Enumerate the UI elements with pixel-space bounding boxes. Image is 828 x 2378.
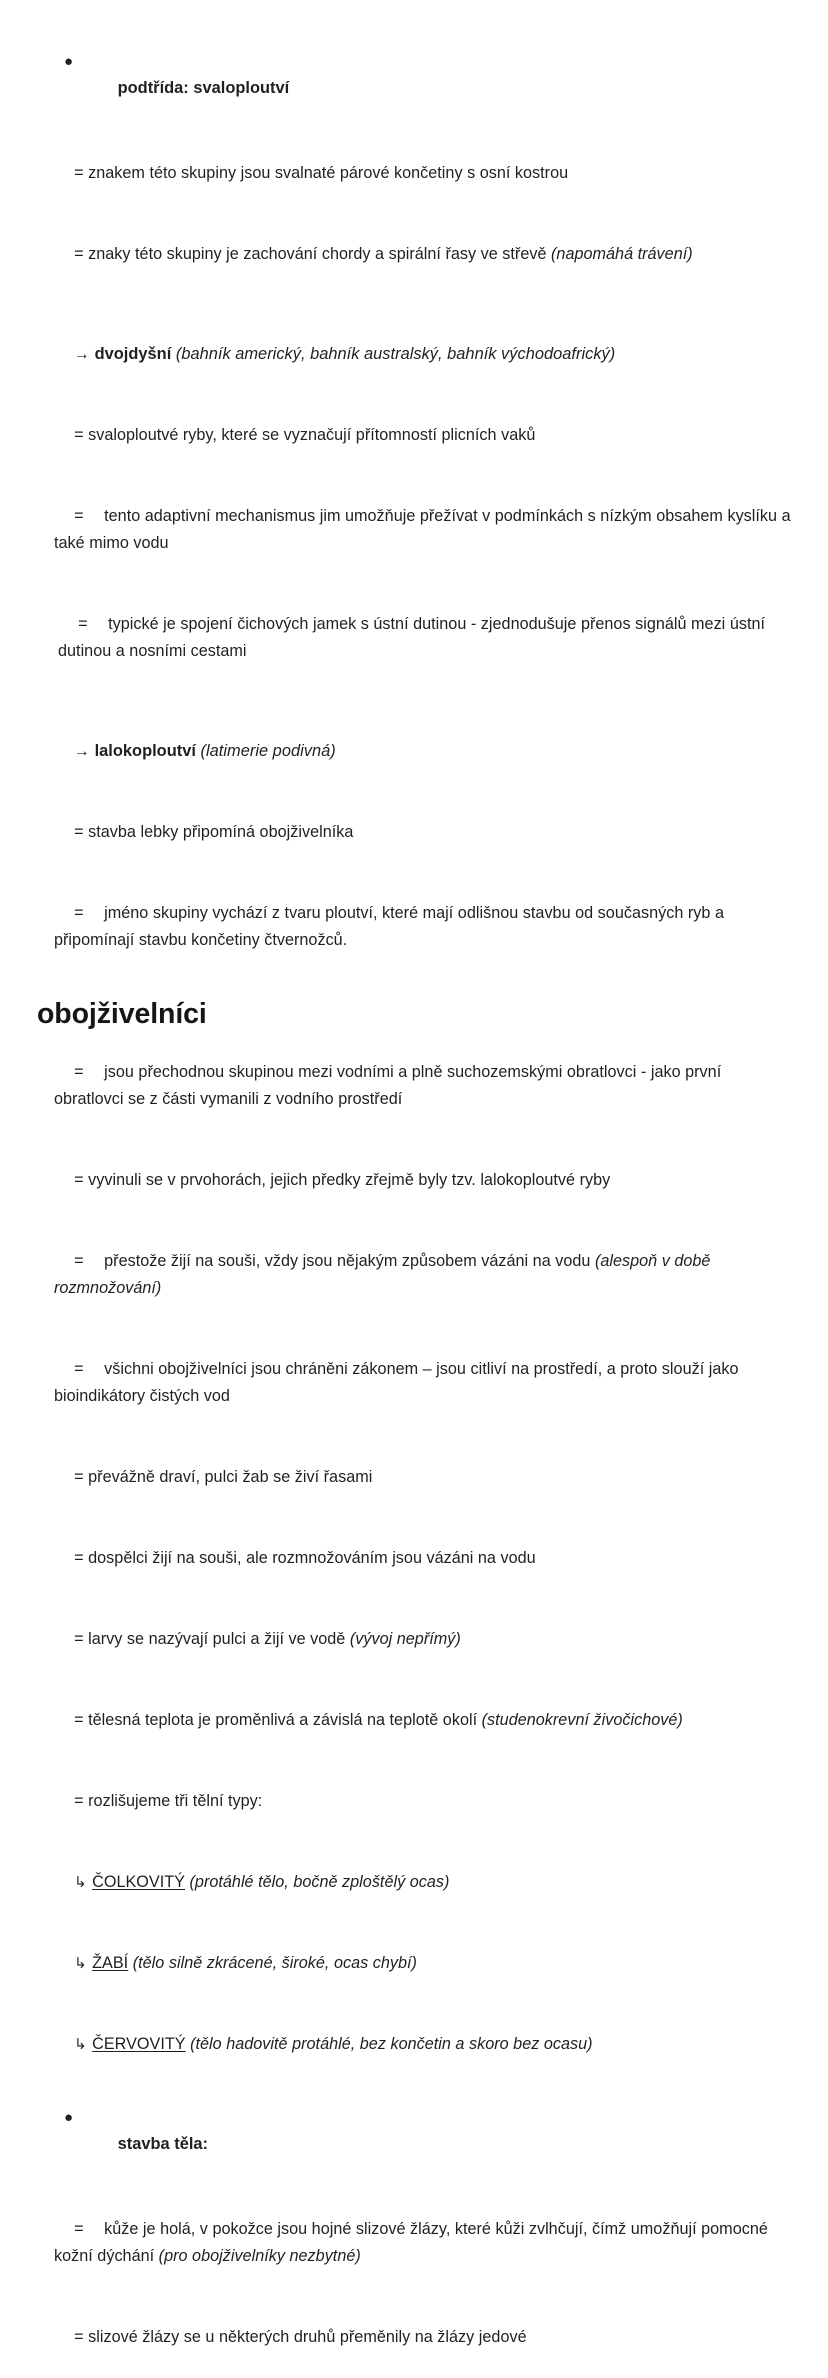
- spacer: [36, 692, 792, 711]
- equals-prefix: =: [74, 1711, 84, 1729]
- statement-line: [36, 1518, 792, 1599]
- equals-prefix: =: [74, 2328, 84, 2346]
- statement-note: (alespoň v době rozmnožování): [54, 1252, 715, 1297]
- body-type-note: (tělo hadovitě protáhlé, bez končetin a skoro bez ocasu): [190, 2035, 593, 2053]
- list-item: [36, 2004, 792, 2085]
- statement-line: [36, 1140, 792, 1221]
- equals-prefix: =: [74, 1630, 84, 1648]
- spacer: [36, 295, 792, 314]
- statement-text: kůže je holá, v pokožce jsou hojné slizové žlázy, které kůži zvlhčují, čímž umožňují pomocné kožní dýchání: [54, 2220, 773, 2265]
- equals-prefix: =: [74, 1792, 84, 1810]
- section-dvojdysni: [36, 314, 796, 692]
- body-type-term: ČERVOVITÝ: [92, 2035, 186, 2053]
- statement-text: jméno skupiny vychází z tvaru ploutví, které mají odlišnou stavbu od současných ryb a připomínají stavbu končetiny čtvernožců.: [54, 904, 729, 949]
- statement-text: svaloploutvé ryby, které se vyznačují přítomností plicních vaků: [88, 426, 536, 444]
- statement-line: [36, 476, 796, 584]
- list-item: [36, 1923, 792, 2004]
- statement-line: [36, 1032, 792, 1140]
- equals-prefix: =: [74, 823, 84, 841]
- hook-arrow-icon: ↳: [74, 2036, 87, 2053]
- arrow-header-note: (latimerie podivná): [200, 742, 336, 760]
- right-arrow-icon: →: [73, 743, 90, 760]
- equals-prefix: =: [74, 164, 84, 182]
- statement-line: [36, 1329, 792, 1437]
- bullet-header-label: podtřída: svaloploutví: [117, 79, 290, 97]
- statement-text: znakem této skupiny jsou svalnaté párové končetiny s osní kostrou: [88, 164, 569, 182]
- body-type-term: ŽABÍ: [92, 1954, 129, 1972]
- statement-text: larvy se nazývají pulci a žijí ve vodě: [88, 1630, 350, 1648]
- statement-text: vyvinuli se v prvohorách, jejich předky zřejmě byly tzv. lalokoploutvé ryby: [88, 1171, 611, 1189]
- bullet-header-svaloploutvi: [36, 48, 792, 129]
- statement-line: [36, 1680, 792, 1761]
- equals-prefix: =: [74, 1171, 84, 1189]
- equals-prefix: =: [74, 1549, 84, 1567]
- bullet-dot-icon: ●: [64, 53, 74, 70]
- statement-text: převážně draví, pulci žab se živí řasami: [88, 1468, 373, 1486]
- statement-line: [36, 133, 792, 214]
- statement-text: slizové žlázy se u některých druhů přeměnily na žlázy jedové: [88, 2328, 527, 2346]
- statement-line: [36, 1599, 792, 1680]
- statement-line: [36, 2297, 792, 2378]
- statement-note: (vývoj nepřímý): [349, 1630, 461, 1648]
- arrow-header-dvojdysni: [36, 314, 792, 395]
- right-arrow-icon: →: [73, 346, 90, 363]
- statement-text: stavba lebky připomíná obojživelníka: [88, 823, 354, 841]
- hook-arrow-icon: ↳: [74, 1955, 87, 1972]
- statement-text: znaky této skupiny je zachování chordy a spirální řasy ve střevě: [88, 245, 552, 263]
- statement-line: [36, 1221, 792, 1329]
- statement-text: dospělci žijí na souši, ale rozmnožováním jsou vázáni na vodu: [88, 1549, 536, 1567]
- equals-prefix: =: [78, 615, 88, 633]
- equals-prefix: =: [74, 426, 84, 444]
- statement-text: tento adaptivní mechanismus jim umožňuje přežívat v podmínkách s nízkým obsahem kyslíku a také mimo vodu: [54, 507, 796, 552]
- list-item: [36, 1842, 792, 1923]
- statement-line: [36, 1437, 792, 1518]
- statement-line: [36, 792, 792, 873]
- statement-line: [36, 1761, 792, 1842]
- equals-prefix: =: [74, 2220, 84, 2238]
- arrow-header-term: dvojdyšní: [94, 345, 172, 363]
- statement-text: tělesná teplota je proměnlivá a závislá na teplotě okolí: [88, 1711, 482, 1729]
- equals-prefix: =: [74, 904, 84, 922]
- arrow-header-note: (bahník americký, bahník australský, bahník východoafrický): [175, 345, 616, 363]
- document-content: [36, 48, 796, 2378]
- statement-note: (studenokrevní živočichové): [481, 1711, 683, 1729]
- statement-text: přestože žijí na souši, vždy jsou nějakým způsobem vázáni na vodu: [104, 1252, 595, 1270]
- bullet-header-label: stavba těla:: [117, 2135, 209, 2153]
- spacer: [36, 2085, 792, 2104]
- bullet-header-stavba-tela: [36, 2104, 792, 2185]
- statement-line: [36, 214, 792, 295]
- statement-line: [36, 873, 792, 981]
- arrow-header-lalokoploutvi: [36, 711, 792, 792]
- statement-line: [36, 584, 792, 692]
- body-type-note: (protáhlé tělo, bočně zploštělý ocas): [189, 1873, 450, 1891]
- arrow-header-term: lalokoploutví: [94, 742, 196, 760]
- statement-line: [36, 2189, 792, 2297]
- bullet-dot-icon: ●: [64, 2109, 74, 2126]
- statement-text: rozlišujeme tři tělní typy:: [88, 1792, 263, 1810]
- spacer: [36, 981, 792, 997]
- statement-text: typické je spojení čichových jamek s ústní dutinou - zjednodušuje přenos signálů mezi ústní dutinou a nosními cestami: [58, 615, 770, 660]
- equals-prefix: =: [74, 1468, 84, 1486]
- hook-arrow-icon: ↳: [74, 1874, 87, 1891]
- equals-prefix: =: [74, 245, 84, 263]
- statement-text: všichni obojživelníci jsou chráněni zákonem – jsou citliví na prostředí, a proto slouží jako bioindikátory čistých vod: [54, 1360, 744, 1405]
- statement-line: [36, 395, 792, 476]
- page-title: obojživelníci: [37, 998, 207, 1030]
- statement-text: jsou přechodnou skupinou mezi vodními a plně suchozemskými obratlovci - jako první obratlovci se z části vymanili z vodního prostředí: [54, 1063, 726, 1108]
- equals-prefix: =: [74, 1063, 84, 1081]
- section-svaloploutvi: [36, 48, 792, 295]
- equals-prefix: =: [74, 1360, 84, 1378]
- section-stavba-tela: [36, 2104, 792, 2378]
- section-lalokoploutvi: [36, 711, 792, 981]
- equals-prefix: =: [74, 1252, 84, 1270]
- statement-note: (pro obojživelníky nezbytné): [158, 2247, 361, 2265]
- body-type-note: (tělo silně zkrácené, široké, ocas chybí): [132, 1954, 417, 1972]
- section-obojzivelnici: [36, 1032, 792, 1842]
- equals-prefix: =: [74, 507, 84, 525]
- statement-note: (napomáhá trávení): [551, 245, 693, 263]
- list-body-types: [36, 1842, 792, 2085]
- body-type-term: ČOLKOVITÝ: [92, 1873, 185, 1891]
